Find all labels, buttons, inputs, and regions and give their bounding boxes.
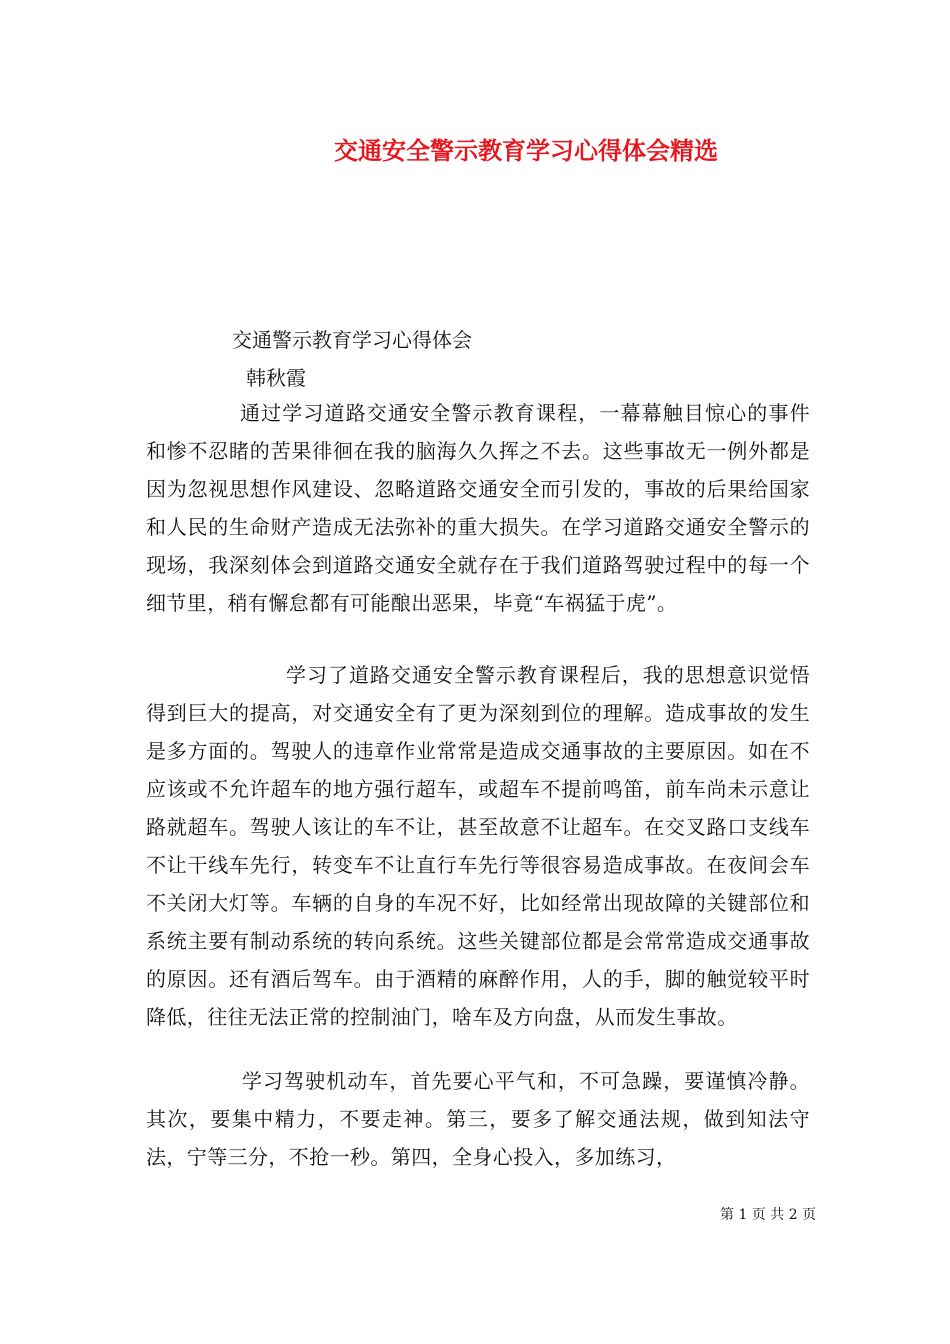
document-title: 交通安全警示教育学习心得体会精选: [334, 136, 718, 165]
paragraph-1: 通过学习道路交通安全警示教育课程，一幕幕触目惊心的事件和惨不忍睹的苦果徘徊在我的脑海久久挥之不去。这些事故无一例外都是因为忽视思想作风建设、忽略道路交通安全而引发的，事故的后果给国家和人民的生命财产造成无法弥补的重大损失。在学习道路交通安全警示的现场，我深刻体会到道路交通安全就存在于我们道路驾驶过程中的每一个细节里，稍有懈怠都有可能酿出恶果，毕竟“车祸猛于虎”。: [146, 401, 810, 615]
paragraph-2: 学习了道路交通安全警示教育课程后，我的思想意识觉悟得到巨大的提高，对交通安全有了更为深刻到位的理解。造成事故的发生是多方面的。驾驶人的违章作业常常是造成交通事故的主要原因。如在不应该或不允许超车的地方强行超车，或超车不提前鸣笛，前车尚未示意让路就超车。驾驶人该让的车不让，甚至故意不让超车。在交叉路口支线车不让干线车先行，转变车不让直行车先行等很容易造成事故。在夜间会车不关闭大灯等。车辆的自身的车况不好，比如经常出现故障的关键部位和系统主要有制动系统的转向系统。这些关键部位都是会常常造成交通事故的原因。还有酒后驾车。由于酒精的麻醉作用，人的手，脚的触觉较平时降低，往往无法正常的控制油门，啥车及方向盘，从而发生事故。: [146, 663, 810, 1029]
author-name: 韩秋霞: [246, 366, 306, 390]
page-footer: 第 1 页 共 2 页: [720, 1207, 817, 1223]
article-subtitle: 交通警示教育学习心得体会: [232, 328, 472, 352]
paragraph-3: 学习驾驶机动车，首先要心平气和，不可急躁，要谨慎冷静。其次，要集中精力，不要走神。第三，要多了解交通法规，做到知法守法，宁等三分，不抢一秒。第四，全身心投入，多加练习，: [146, 1069, 810, 1169]
